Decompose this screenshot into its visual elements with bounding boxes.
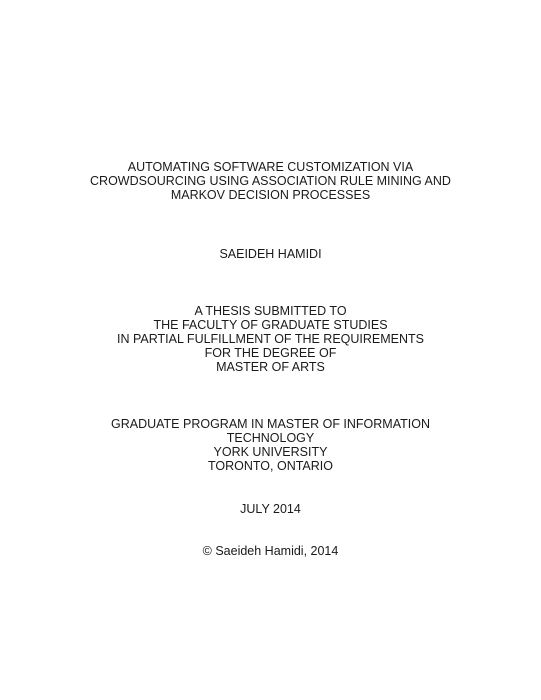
thesis-title [0, 160, 541, 202]
author-name [0, 247, 541, 261]
thesis-title-line-1: AUTOMATING SOFTWARE CUSTOMIZATION VIA [127, 160, 414, 174]
thesis-statement [0, 304, 541, 374]
thesis-title-line-2: CROWDSOURCING USING ASSOCIATION RULE MINING AND [90, 174, 451, 188]
thesis-statement-line-5: MASTER OF ARTS [216, 360, 325, 374]
program-info-line-1: GRADUATE PROGRAM IN MASTER OF INFORMATION [111, 417, 430, 431]
submission-date [0, 502, 541, 516]
program-info-line-3: YORK UNIVERSITY [213, 445, 328, 459]
thesis-statement-line-1: A THESIS SUBMITTED TO [194, 304, 347, 318]
thesis-statement-line-3: IN PARTIAL FULFILLMENT OF THE REQUIREMENTS [117, 332, 424, 346]
thesis-statement-line-4: FOR THE DEGREE OF [204, 346, 337, 360]
author-name-text: SAEIDEH HAMIDI [219, 247, 322, 261]
program-info-line-2: TECHNOLOGY [226, 431, 315, 445]
program-info-line-4: TORONTO, ONTARIO [207, 459, 333, 473]
submission-date-text: JULY 2014 [240, 502, 301, 516]
copyright-notice [0, 544, 541, 558]
copyright-notice-text: © Saeideh Hamidi, 2014 [202, 544, 339, 558]
thesis-title-line-3: MARKOV DECISION PROCESSES [170, 188, 371, 202]
program-info [0, 417, 541, 473]
thesis-statement-line-2: THE FACULTY OF GRADUATE STUDIES [153, 318, 388, 332]
